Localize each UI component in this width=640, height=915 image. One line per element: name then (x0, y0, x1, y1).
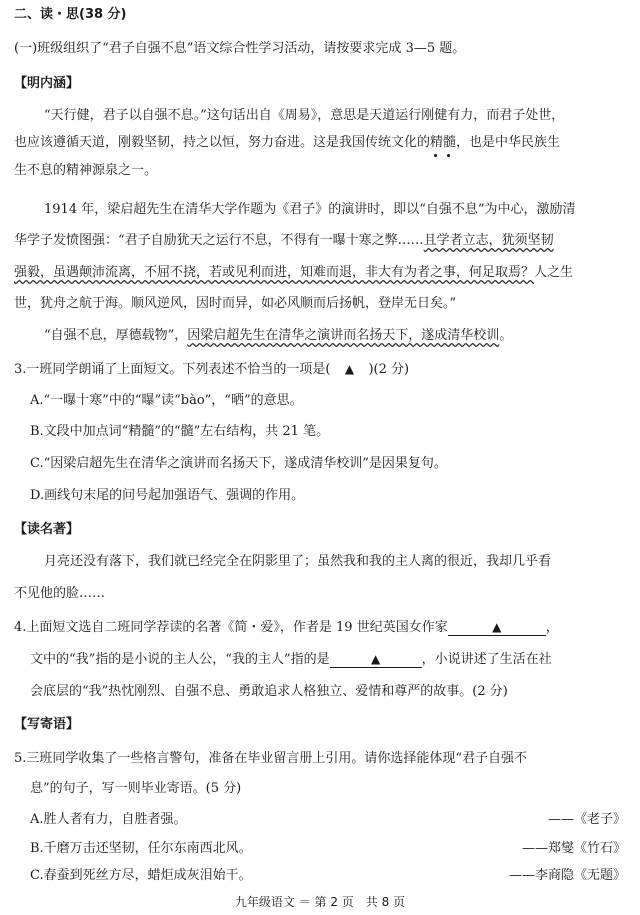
part2-heading: 【读名著】 (14, 522, 80, 537)
q4-line3: 会底层的“我”热忱刚烈、自强不息、勇敢追求人格独立、爱情和尊严的故事。(2 分) (30, 684, 508, 699)
q3-option-c: C.“因梁启超先生在清华之演讲而名扬天下，遂成清华校训”是因果复句。 (30, 456, 447, 471)
emphasis-dot (434, 154, 437, 157)
q3-option-d: D.画线句末尾的问号起加强语气、强调的作用。 (30, 488, 305, 503)
p1-line2-text-a: 也应该遵循天道，刚毅坚韧，持之以恒，努力奋进。这是我国传统文化的 (14, 135, 431, 150)
p3-line1 (44, 327, 626, 345)
page-footer: 九年级语文 ＝ 第 2 页 共 8 页 (234, 895, 406, 909)
q3-stem-a: 3.一班同学朗诵了上面短文。下列表述不恰当的一项是( (14, 362, 331, 377)
q5-quote-b-source: ——郑燮《竹石》 (521, 841, 626, 856)
answer-blank-master: ▲ (330, 652, 422, 668)
q3-option-b: B.文段中加点词“精髓”的“髓”左右结构，共 21 笔。 (30, 424, 330, 439)
p1-line3: 生不息的精神源泉之一。 (14, 163, 158, 178)
q4-line1-text-b: ， (545, 620, 559, 635)
q3-option-a: A.“一曝十寒”中的“曝”读“bào”，“晒”的意思。 (30, 393, 303, 408)
section-title: 二、读・思(38 分) (14, 7, 127, 22)
q3-stem (14, 360, 626, 378)
q5-quote-c-source: ——李商隐《无题》 (508, 868, 626, 883)
p2-line3-text-b: 人之生 (534, 265, 574, 280)
p1-line2-text-b: ，也是中华民族生 (456, 135, 561, 150)
p2-line2-text-a: 华学子发愤图强：“君子自励犹天之运行不息，不得有一曝十寒之弊…… (14, 233, 424, 248)
q4-line1 (14, 619, 626, 637)
underlined-sentence-part2: 强毅，虽遇颠沛流离，不屈不挠，若或见利而进，知难而退，非大有为者之事，何足取焉？ (14, 265, 535, 280)
p2-line2 (14, 232, 626, 250)
p1-line2 (14, 134, 626, 152)
p4-line2: 不见他的脸…… (14, 586, 106, 601)
p2-line1: 1914 年，梁启超先生在清华大学作题为《君子》的演讲时，即以“自强不息”为中心，激励清 (44, 202, 576, 217)
intro-text: (一)班级组织了“君子自强不息”语文综合性学习活动，请按要求完成 3—5 题。 (14, 41, 466, 56)
dotted-word-text: 精髓 (430, 135, 457, 150)
p3-text-b: 。 (499, 328, 513, 343)
q4-line2-text-a: 文中的“我”指的是小说的主人公，“我的主人”指的是 (30, 652, 330, 667)
q5-quote-a-source: ——《老子》 (547, 812, 626, 827)
q4-line1-text-a: 4.上面短文选自二班同学荐读的名著《简・爱》，作者是 19 世纪英国女作家 (14, 620, 448, 635)
q3-stem-b: )(2 分) (368, 362, 410, 377)
q4-line2-text-b: ，小说讲述了生活在社 (421, 652, 552, 667)
p4-line1: 月亮还没有落下，我们就已经完全在阴影里了；虽然我和我的主人离的很近，我却几乎看 (44, 554, 552, 569)
p1-line1: “天行健，君子以自强不息。”这句话出自《周易》，意思是天道运行刚健有力，而君子处世， (44, 108, 565, 123)
p3-text-a: “自强不息，厚德载物”， (44, 328, 188, 343)
part1-heading: 【明内涵】 (14, 76, 80, 91)
dotted-word (430, 135, 456, 150)
q4-line2 (30, 651, 626, 669)
part3-heading: 【写寄语】 (14, 717, 80, 732)
p2-line4: 世，犹舟之航于海。顺风逆风，因时而异，如必风顺而后扬帆，登岸无日矣。” (14, 296, 457, 311)
wavy-underlined-sentence: 因梁启超先生在清华之演讲而名扬天下，遂成清华校训 (187, 328, 500, 343)
answer-blank-author: ▲ (448, 620, 546, 636)
q5-line1: 5.三班同学收集了一些格言警句，准备在毕业留言册上引用。请你选择能体现“君子自强不 (14, 751, 528, 766)
emphasis-dot (447, 154, 450, 157)
answer-marker: ▲ (344, 362, 355, 376)
p2-line3 (14, 264, 626, 282)
q5-line2: 息”的句子，写一则毕业寄语。(5 分) (30, 781, 242, 796)
q5-quote-c: C.春蚕到死丝方尽，蜡炬成灰泪始干。 (30, 868, 252, 883)
q5-quote-a: A.胜人者有力，自胜者强。 (30, 812, 187, 827)
underlined-sentence-part1: 且学者立志，犹须坚韧 (423, 233, 554, 248)
q5-quote-b: B.千磨万击还坚韧，任尔东南西北风。 (30, 841, 252, 856)
